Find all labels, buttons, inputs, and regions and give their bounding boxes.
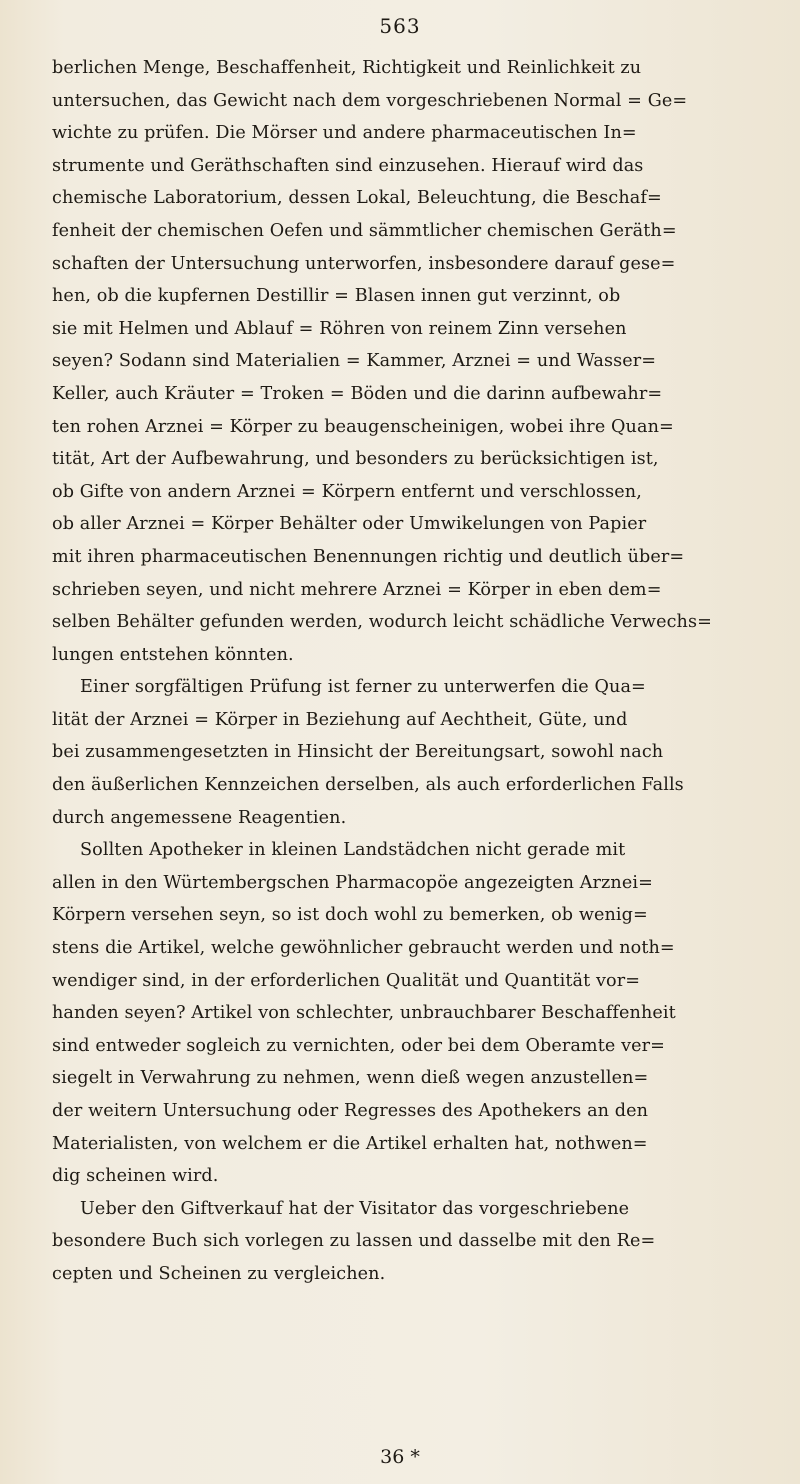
- text-line: schrieben seyen, und nicht mehrere Arznei = Körper in eben dem=: [52, 579, 662, 600]
- text-line: fenheit der chemischen Oefen und sämmtlicher chemischen Geräth=: [52, 220, 677, 241]
- text-line: ob Gifte von andern Arznei = Körpern entfernt und verschlossen,: [52, 481, 642, 502]
- text-line: allen in den Würtembergschen Pharmacopöe angezeigten Arznei=: [52, 872, 653, 893]
- text-line: berlichen Menge, Beschaffenheit, Richtigkeit und Reinlichkeit zu: [52, 58, 642, 78]
- text-line: sie mit Helmen und Ablauf = Röhren von reinem Zinn versehen: [52, 318, 627, 339]
- paragraph-start-line: Sollten Apotheker in kleinen Landstädchen nicht gerade mit: [80, 840, 626, 861]
- text-line: stens die Artikel, welche gewöhnlicher gebraucht werden und noth=: [52, 938, 675, 959]
- text-line: strumente und Geräthschaften sind einzusehen. Hierauf wird das: [52, 155, 644, 176]
- text-line: cepten und Scheinen zu vergleichen.: [52, 1263, 386, 1284]
- page-number: 563: [379, 14, 421, 38]
- text-line: Materialisten, von welchem er die Artikel erhalten hat, nothwen=: [52, 1133, 648, 1154]
- text-line: lität der Arznei = Körper in Beziehung auf Aechtheit, Güte, und: [52, 709, 628, 730]
- signature-mark: 36 *: [380, 1446, 420, 1468]
- text-line: sind entweder sogleich zu vernichten, oder bei dem Oberamte ver=: [52, 1035, 665, 1056]
- text-line: wichte zu prüfen. Die Mörser und andere pharmaceutischen In=: [52, 123, 637, 144]
- text-line: Körpern versehen seyn, so ist doch wohl zu bemerken, ob wenig=: [52, 905, 648, 926]
- text-line: Keller, auch Kräuter = Troken = Böden und die darinn aufbewahr=: [52, 383, 663, 404]
- text-line: bei zusammengesetzten in Hinsicht der Bereitungsart, sowohl nach: [52, 742, 664, 763]
- text-line: den äußerlichen Kennzeichen derselben, als auch erforderlichen Falls: [52, 775, 684, 796]
- text-line: schaften der Untersuchung unterworfen, insbesondere darauf gese=: [52, 253, 676, 274]
- text-line: ob aller Arznei = Körper Behälter oder Umwikelungen von Papier: [52, 514, 647, 535]
- text-line: hen, ob die kupfernen Destillir = Blasen innen gut verzinnt, ob: [52, 286, 621, 307]
- text-line: lungen entstehen könnten.: [52, 644, 294, 665]
- paragraph-start-line: Ueber den Giftverkauf hat der Visitator das vorgeschriebene: [80, 1198, 630, 1219]
- body-text: [52, 52, 792, 1291]
- text-line: tität, Art der Aufbewahrung, und besonders zu berücksichtigen ist,: [52, 449, 659, 470]
- text-line: handen seyen? Artikel von schlechter, unbrauchbarer Beschaffenheit: [52, 1003, 676, 1024]
- text-line: selben Behälter gefunden werden, wodurch leicht schädliche Verwechs=: [52, 612, 712, 633]
- text-line: der weitern Untersuchung oder Regresses des Apothekers an den: [52, 1101, 649, 1121]
- paragraph-start-line: Einer sorgfältigen Prüfung ist ferner zu unterwerfen die Qua=: [80, 677, 646, 698]
- text-line: wendiger sind, in der erforderlichen Qualität und Quantität vor=: [52, 970, 641, 991]
- text-line: seyen? Sodann sind Materialien = Kammer, Arznei = und Wasser=: [52, 351, 657, 372]
- text-line: besondere Buch sich vorlegen zu lassen und dasselbe mit den Re=: [52, 1231, 656, 1252]
- text-line: mit ihren pharmaceutischen Benennungen richtig und deutlich über=: [52, 546, 685, 567]
- text-line: siegelt in Verwahrung zu nehmen, wenn dieß wegen anzustellen=: [52, 1068, 649, 1089]
- text-line: ten rohen Arznei = Körper zu beaugenscheinigen, wobei ihre Quan=: [52, 416, 674, 437]
- text-line: durch angemessene Reagentien.: [52, 807, 347, 828]
- text-line: chemische Laboratorium, dessen Lokal, Beleuchtung, die Beschaf=: [52, 188, 662, 209]
- text-line: untersuchen, das Gewicht nach dem vorgeschriebenen Normal = Ge=: [52, 90, 688, 111]
- text-line: dig scheinen wird.: [52, 1166, 219, 1187]
